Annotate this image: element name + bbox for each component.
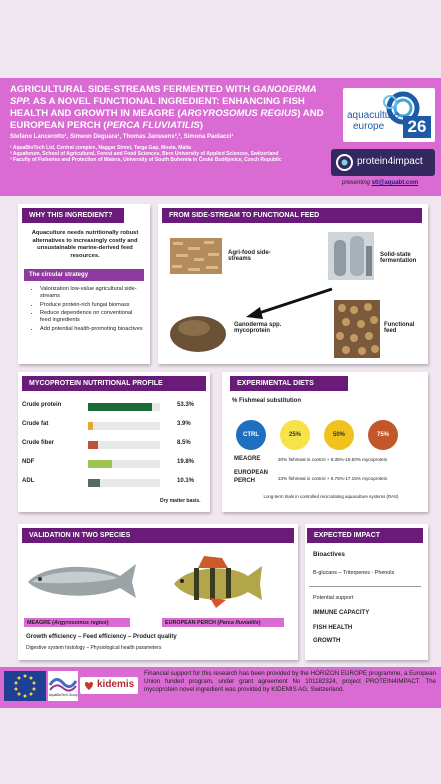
list-item: • Valorization low-value agricultural side-streams bbox=[40, 286, 144, 300]
profile-title: MYCOPROTEIN NUTRITIONAL PROFILE bbox=[22, 376, 206, 391]
strategy-list bbox=[26, 286, 144, 334]
validation-title: VALIDATION IN TWO SPECIES bbox=[22, 528, 294, 543]
nutrition-bar-track bbox=[88, 479, 160, 487]
logo-aq-text-2: europe bbox=[353, 121, 385, 132]
strategy-title: The circular strategy bbox=[24, 269, 144, 281]
perch-caption: EUROPEAN PERCH (Perca fluviatilis) bbox=[162, 618, 284, 627]
flow-arrow-icon bbox=[244, 286, 336, 320]
diet-circle-25: 25% bbox=[280, 420, 310, 450]
why-title: WHY THIS INGREDIENT? bbox=[22, 208, 124, 223]
flow-step-side-streams: Agri-food side-streams bbox=[228, 250, 271, 262]
aquabiotech-wave-icon bbox=[48, 671, 78, 693]
functional-feed-image bbox=[334, 300, 380, 358]
nutrition-bar-label: ADL bbox=[22, 478, 35, 484]
affiliations: ¹ AquaBioTech Ltd, Central complex, Naggar Street, Targa Gap, Mosta, Malta ² Aquaforum, School of Agricultural, Forest and Food Sciences, Bern University of Applied Sciences, Switzerland ³ Faculty of Fisheries and Protection of Waters, University of South Bohemia in České Budějovice, Czech Republic bbox=[10, 145, 282, 164]
nutrition-bar-value: 53.3% bbox=[177, 402, 195, 408]
impact-title: EXPECTED IMPACT bbox=[307, 528, 423, 543]
nutrition-bar bbox=[88, 441, 98, 449]
nutrition-bar-row bbox=[22, 457, 202, 469]
flow-step-mycoprotein: Ganoderma spp. mycoprotein bbox=[234, 322, 282, 334]
kidemis-text: kidemis bbox=[97, 679, 135, 690]
diets-subtitle: % Fishmeal substitution bbox=[232, 398, 302, 404]
validation-outcomes: Growth efficiency – Feed efficiency – Product quality bbox=[26, 634, 177, 640]
impact-potential: Potential support bbox=[313, 595, 354, 601]
kidemis-logo bbox=[80, 677, 138, 694]
nutrition-bar bbox=[88, 403, 152, 411]
impact-item: IMMUNE CAPACITY bbox=[313, 610, 370, 616]
validation-card bbox=[18, 524, 298, 660]
protein4impact-icon bbox=[336, 154, 353, 171]
nutrition-bar-row bbox=[22, 400, 202, 412]
nutrition-bar-label: Crude fat bbox=[22, 421, 49, 427]
flow-title: FROM SIDE-STREAM TO FUNCTIONAL FEED bbox=[162, 208, 422, 223]
nutrition-bar-label: NDF bbox=[22, 459, 35, 465]
nutrition-bar-track bbox=[88, 403, 160, 411]
impact-item: GROWTH bbox=[313, 638, 341, 644]
diet-circle-50: 50% bbox=[324, 420, 354, 450]
european-perch-image bbox=[170, 554, 266, 610]
nutrition-bar-value: 8.5% bbox=[177, 440, 191, 446]
impact-bioactives: Bioactives bbox=[313, 551, 345, 558]
diet-perch-label: EUROPEAN PERCH bbox=[234, 470, 269, 484]
impact-item: FISH HEALTH bbox=[313, 625, 353, 631]
flow-card bbox=[158, 204, 428, 364]
diet-note: Long-term trials in controlled recirculating aquaculture systems (RAS) bbox=[263, 494, 399, 499]
presenting-line: presenting stl@aquabt.com bbox=[342, 180, 419, 186]
impact-bioactives-list: B-glucans – Triterpenes - Phenols bbox=[313, 570, 395, 576]
aquabiotech-label: AquaBioTech Group bbox=[49, 693, 78, 697]
protein4impact-logo bbox=[331, 149, 435, 176]
meagre-fish-image bbox=[24, 554, 140, 608]
why-card bbox=[18, 204, 150, 364]
diets-card bbox=[222, 372, 428, 512]
diet-circle-75: 75% bbox=[368, 420, 398, 450]
kidemis-icon bbox=[83, 680, 95, 691]
nutrition-bar-label: Crude protein bbox=[22, 402, 62, 408]
nutrition-bar-value: 3.9% bbox=[177, 421, 191, 427]
presenting-email[interactable]: stl@aquabt.com bbox=[371, 180, 419, 186]
meagre-caption: MEAGRE (Argyrosomus regius) bbox=[24, 618, 130, 627]
nutrition-bar bbox=[88, 422, 93, 430]
nutrition-bar-row bbox=[22, 438, 202, 450]
flow-step-functional-feed: Functional feed bbox=[384, 322, 415, 334]
profile-footnote: Dry matter basis. bbox=[160, 498, 201, 504]
validation-outcomes-sub: Digestive system histology – Physiological health parameters bbox=[26, 645, 162, 651]
authors: Stefano Lancerotto¹, Simeon Deguara¹, Thomas Janssens²,³, Simona Paolacci¹ bbox=[10, 134, 234, 140]
why-text: Aquaculture needs nutritionally robust alternatives to increasingly costly and unsustainable marine-derived feed resources. bbox=[31, 230, 139, 259]
nutrition-bar-row bbox=[22, 419, 202, 431]
diet-circle-ctrl: CTRL bbox=[236, 420, 266, 450]
list-item: • Add potential health-promoting bioactives bbox=[40, 326, 144, 333]
impact-divider bbox=[309, 586, 421, 587]
funding-text: Financial support for this research has been provided by the HORIZON EUROPE programme, a European Union funded program, under grant agreement No 101182324, project PROTEIN4IMPACT. The mycoprotein novel ingredient was provided by KIDEMIS AG, Switzerland. bbox=[144, 670, 436, 693]
eu-flag-icon bbox=[4, 671, 46, 701]
nutrition-bar bbox=[88, 479, 100, 487]
nutrition-bar-value: 19.8% bbox=[177, 459, 195, 465]
logo-aq-text-1: aquaculture bbox=[347, 110, 400, 121]
diets-title: EXPERIMENTAL DIETS bbox=[230, 376, 348, 391]
nutrition-bar-track bbox=[88, 422, 160, 430]
poster-title: AGRICULTURAL SIDE-STREAMS FERMENTED WITH GANODERMA SPP. AS A NOVEL FUNCTIONAL INGREDIENT: ENHANCING FISH HEALTH AND GROWTH IN MEAGRE (ARGYROSOMUS REGIUS) AND EUROPEAN PERCH (PERCA FLUVIATILIS) bbox=[10, 84, 324, 131]
diet-perch-text: 23% fishmeal in control + 5.75%-17.15% mycoprotein bbox=[278, 476, 388, 481]
diet-meagre-label: MEAGRE bbox=[234, 456, 261, 462]
nutrition-bar-label: Crude fiber bbox=[22, 440, 55, 446]
nutrition-bar-value: 10.1% bbox=[177, 478, 195, 484]
aquabiotech-logo bbox=[48, 671, 78, 701]
nutrition-bar-track bbox=[88, 460, 160, 468]
list-item: • Produce protein-rich fungal biomass bbox=[40, 302, 144, 309]
nutrition-bar bbox=[88, 460, 112, 468]
impact-card bbox=[305, 524, 428, 660]
nutrition-bar-row bbox=[22, 476, 202, 488]
flow-step-fermentation: Solid-state fermentation bbox=[380, 252, 417, 264]
mycoprotein-image bbox=[168, 306, 228, 354]
aquaculture-europe-logo bbox=[343, 88, 435, 142]
nutrition-bar-track bbox=[88, 441, 160, 449]
side-streams-image bbox=[170, 238, 222, 274]
logo-aq-year: 26 bbox=[403, 116, 431, 138]
list-item: • Reduce dependence on conventional feed ingredients bbox=[40, 310, 144, 324]
protein4impact-text: protein4impact bbox=[357, 156, 423, 167]
fermentation-plant-image bbox=[328, 232, 374, 280]
diet-meagre-text: 20% fishmeal in control + 5.35%-15.50% mycoprotein bbox=[278, 457, 388, 462]
